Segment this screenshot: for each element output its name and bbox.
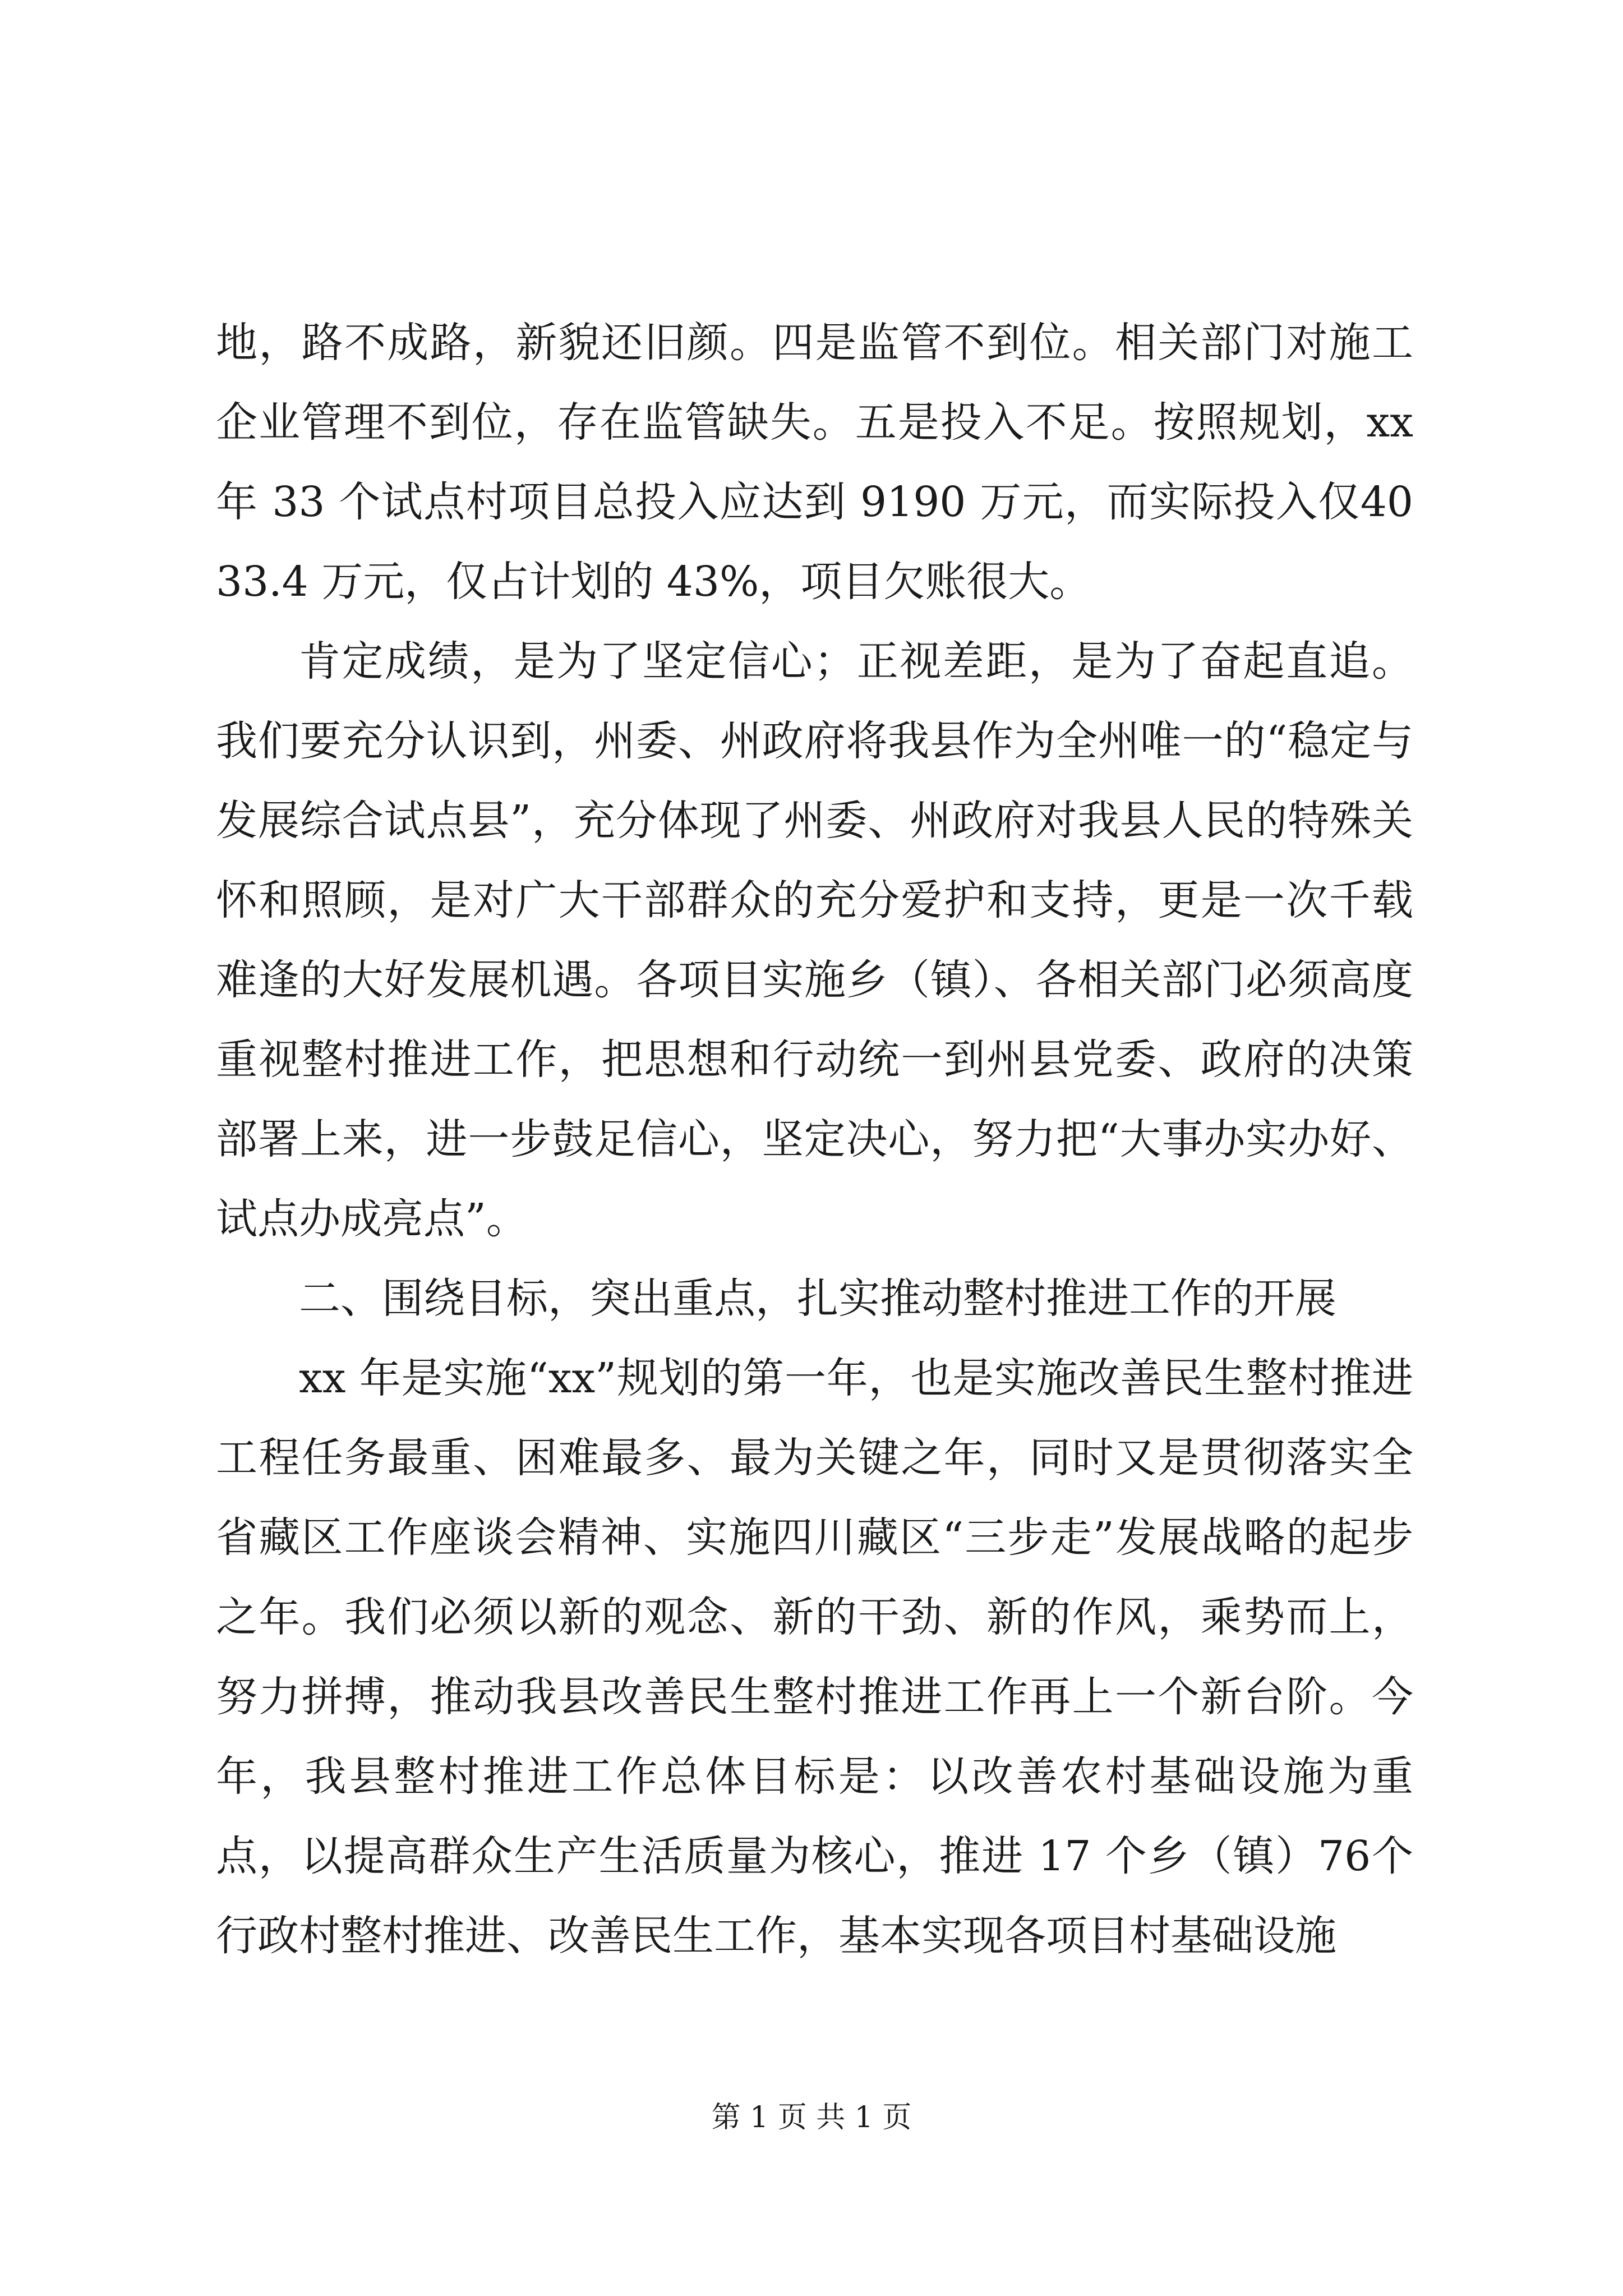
page-footer bbox=[0, 2098, 1623, 2137]
paragraph-3: xx 年是实施“xx”规划的第一年，也是实施改善民生整村推进工程任务最重、困难最多、最为关键之年，同时又是贯彻落实全省藏区工作座谈会精神、实施四川藏区“三步走”发展战略的起步之年。我们必须以新的观念、新的干劲、新的作风，乘势而上，努力拼搏，推动我县改善民生整村推进工作再上一个新台阶。今年，我县整村推进工作总体目标是：以改善农村基础设施为重点，以提高群众生产生活质量为核心，推进 17 个乡（镇）76个行政村整村推进、改善民生工作，基本实现各项目村基础设施 bbox=[216, 1354, 1413, 1960]
paragraph-2: 肯定成绩，是为了坚定信心；正视差距，是为了奋起直追。我们要充分认识到，州委、州政府将我县作为全州唯一的“稳定与发展综合试点县”，充分体现了州委、州政府对我县人民的特殊关怀和照顾，是对广大干部群众的充分爱护和支持，更是一次千载难逢的大好发展机遇。各项目实施乡（镇）、各相关部门必须高度重视整村推进工作，把思想和行动统一到州县党委、政府的决策部署上来，进一步鼓足信心，坚定决心，努力把“大事办实办好、试点办成亮点”。 bbox=[216, 637, 1413, 1243]
page-number-label: 第 1 页 共 1 页 bbox=[711, 2101, 912, 2134]
paragraph-1: 地，路不成路，新貌还旧颜。四是监管不到位。相关部门对施工企业管理不到位，存在监管缺失。五是投入不足。按照规划，xx年 33 个试点村项目总投入应达到 9190 万元，而实际投入仅4033.4 万元，仅占计划的 43%，项目欠账很大。 bbox=[216, 319, 1413, 606]
section-heading: 二、围绕目标，突出重点，扎实推动整村推进工作的开展 bbox=[299, 1274, 1336, 1323]
document-body bbox=[216, 303, 1413, 1976]
